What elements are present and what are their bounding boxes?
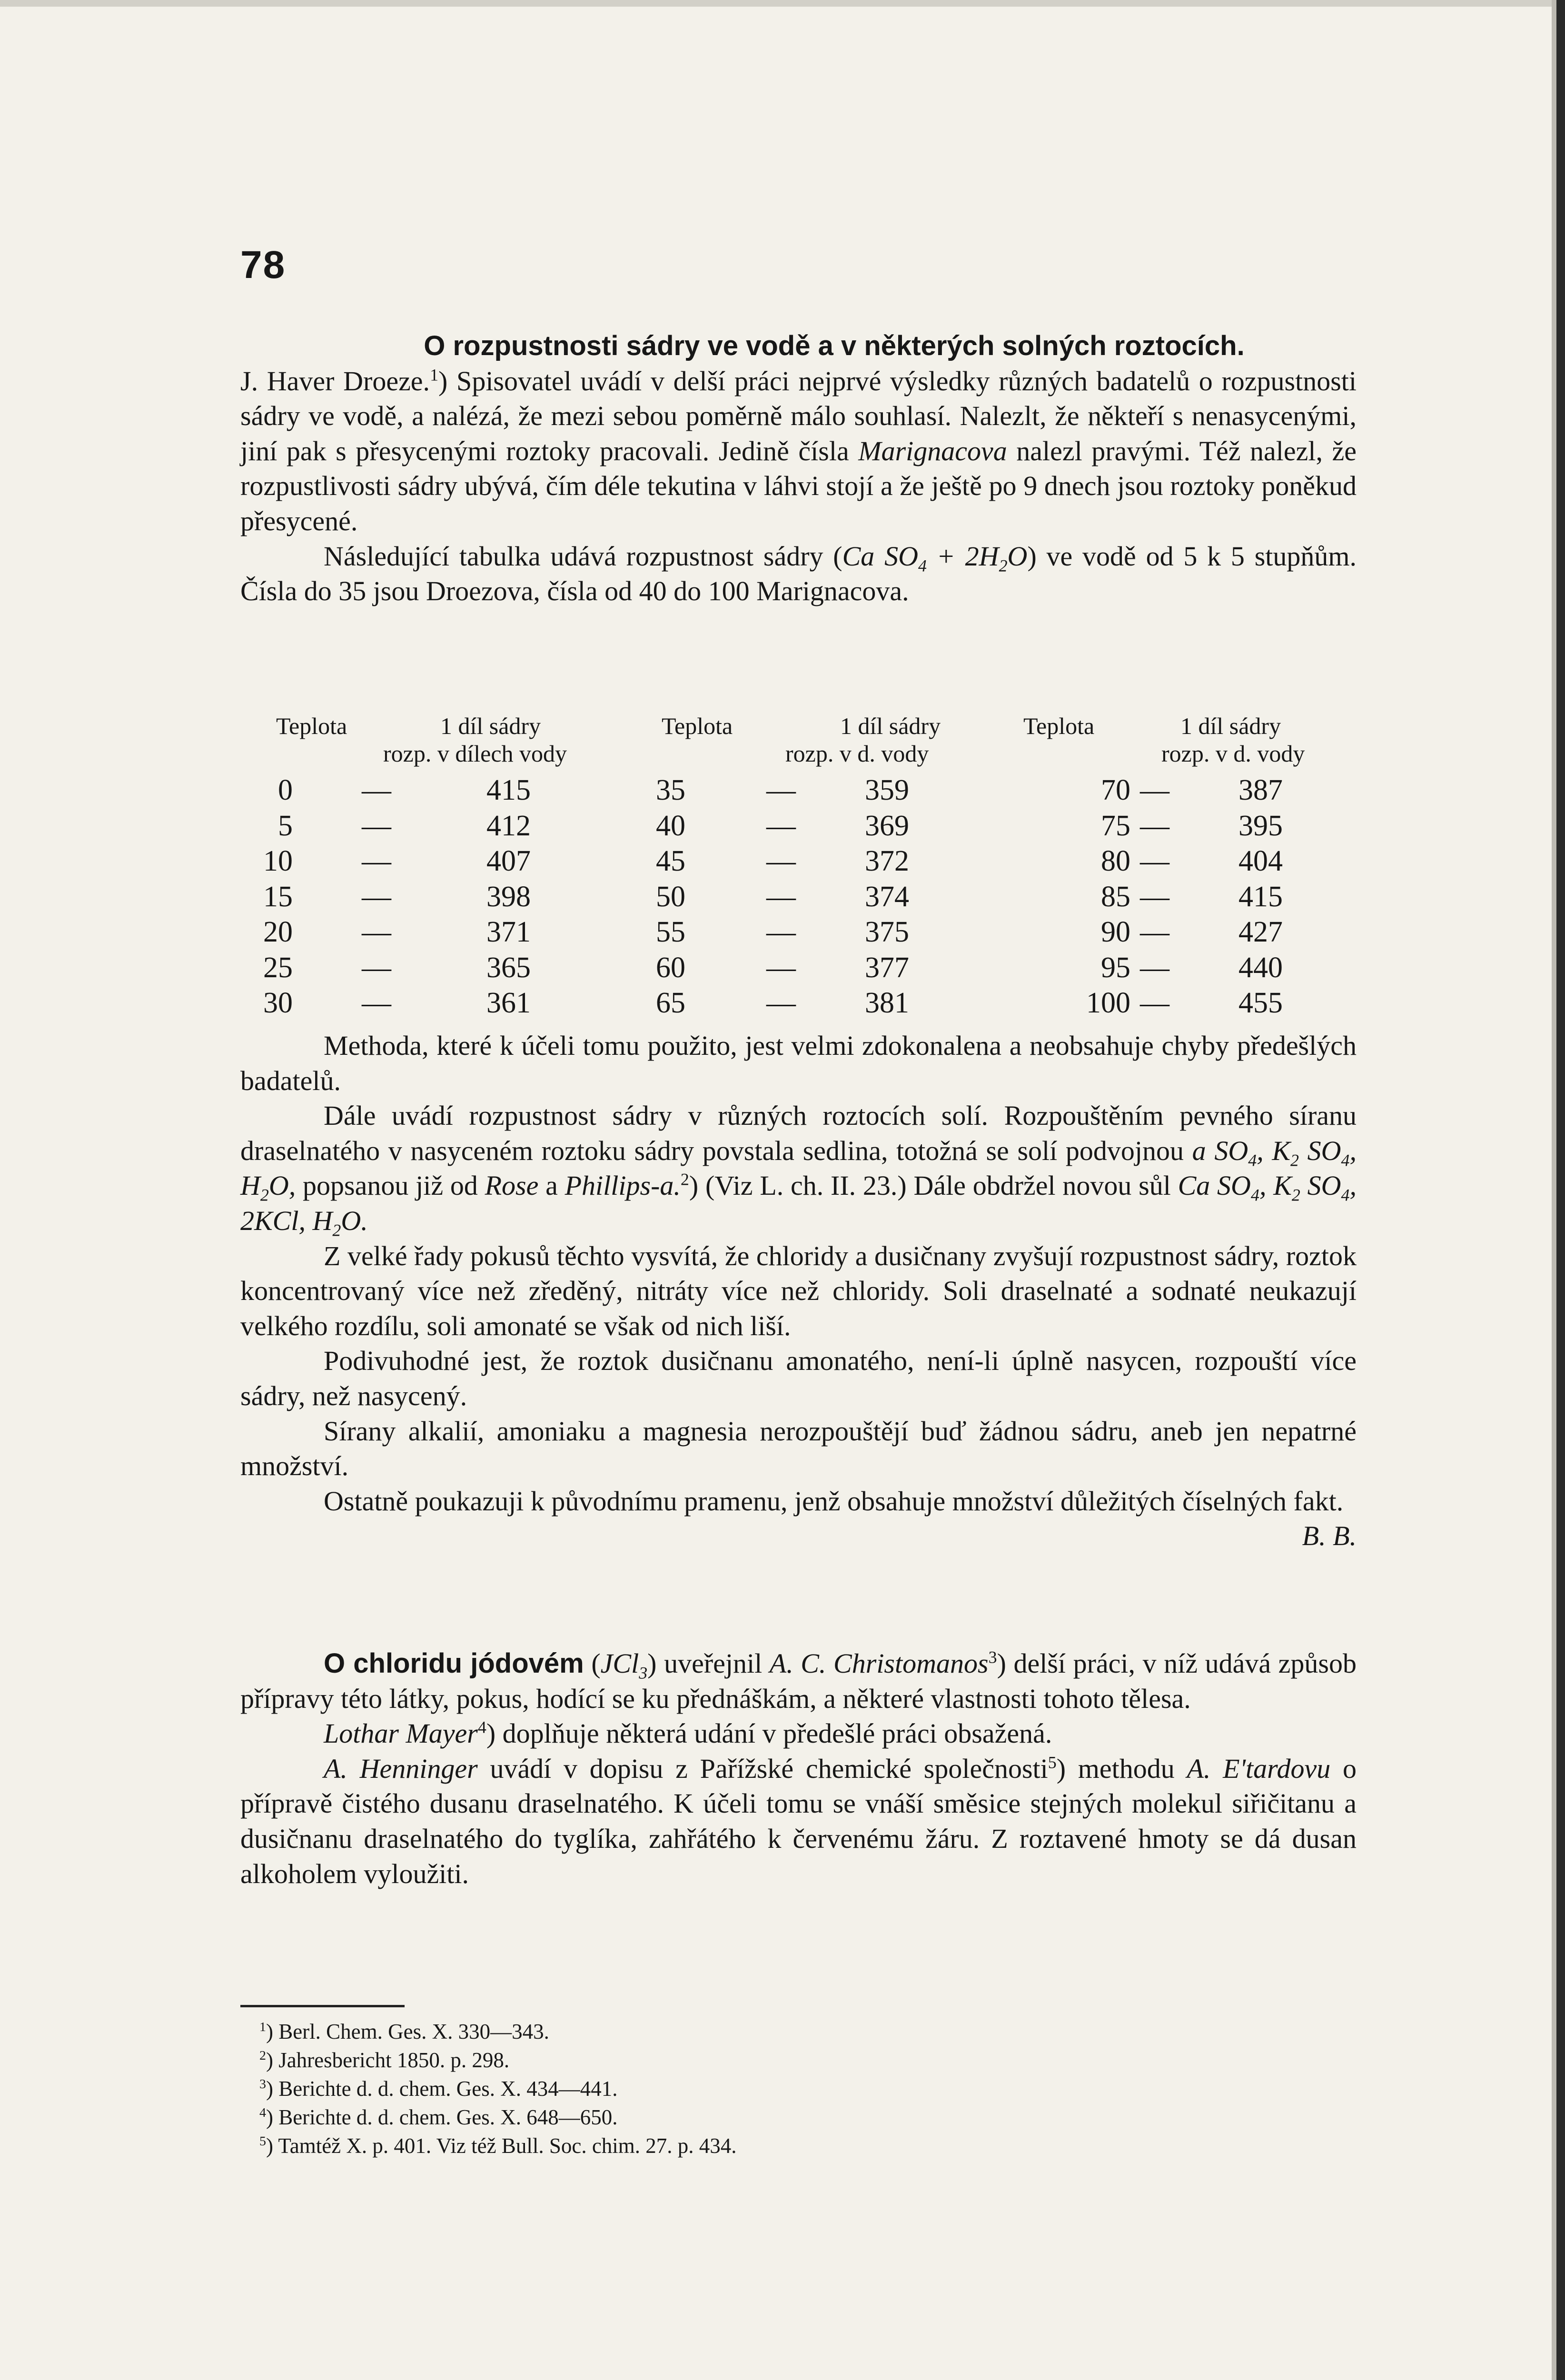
table-cell: 15 (263, 880, 293, 913)
table-cell: 404 (1238, 845, 1283, 877)
footnote-mark: 2 (259, 2048, 266, 2063)
table-dash: — (766, 951, 796, 984)
page-number: 78 (240, 243, 286, 287)
table-cell: 75 (1101, 809, 1130, 842)
formula-sub: 4 (1248, 1150, 1257, 1170)
footnote-text: ) Berichte d. d. chem. Ges. X. 434—441. (266, 2077, 618, 2101)
article2-paragraph-1: O chloridu jódovém (JCl$_3$) uveřejnil A. C. Christomanos$^3$) delší práci, v níž udává způsob přípravy této látky, pokus, hodící se ku přednáškám, a některé vlastnosti tohoto tělesa. (240, 1647, 1357, 1714)
footnote (259, 2074, 737, 2103)
article1-p4-text: Dále uvádí rozpustnost sádry v různých roztocích solí. Rozpouštěním pevného síranu draselnatého v nasyceném roztoku sádry povstala sedlina, totožná se solí podvojnou (240, 1100, 1357, 1166)
table-cell: 80 (1101, 845, 1130, 877)
henninger-name: A. Henninger (324, 1753, 478, 1784)
table-cell: 407 (486, 845, 531, 877)
table-dash: — (766, 880, 796, 913)
formula-part: SO (1299, 1135, 1341, 1166)
table-dash: — (766, 916, 796, 948)
table-cell: 381 (865, 987, 909, 1019)
table-cell: 415 (486, 774, 531, 806)
table-cell: 375 (865, 916, 909, 948)
article1-author: J. Haver Droeze. (240, 365, 430, 397)
formula-part: Ca SO (1178, 1170, 1251, 1201)
article1-p1-text: Spisovatel uvádí v delší práci nejprvé výsledky různých badatelů o rozpustnosti sádry ve vodě, a nalézá, že mezi sebou poměrně málo souhlasí. Nalezlt, že někteří s nenasycenými, jiní pak s přesycenými roztoky pracovali. Jedině čísla (240, 365, 1357, 466)
formula-sub: 4 (1341, 1150, 1350, 1170)
formula-sub: 4 (918, 556, 927, 575)
footnote-text: ) Tamtéž X. p. 401. Viz též Bull. Soc. chim. 27. p. 434. (266, 2134, 737, 2158)
christomanos-name: A. C. Christomanos (769, 1648, 989, 1679)
article2-p3-text: uvádí v dopisu z Pařížské chemické společnosti (477, 1753, 1048, 1784)
table-dash: — (1140, 880, 1169, 913)
table-cell: 70 (1101, 774, 1130, 806)
table-dash: — (362, 987, 391, 1019)
table-cell: 387 (1238, 774, 1283, 806)
footnote-ref-3: 3 (988, 1647, 997, 1667)
marignac-name: Marignacova (858, 435, 1007, 466)
article1-paragraph-6: Podivuhodné jest, že roztok dusičnanu amonatého, není-li úplně nasycen, rozpouští více sádry, než nasycený. (240, 1345, 1357, 1411)
article1-paragraph-8 (240, 1484, 1357, 1552)
mayer-name: Lothar Mayer (324, 1718, 478, 1749)
scan-edge-right (1556, 0, 1565, 2380)
footnote-mark: 1 (259, 2020, 266, 2034)
footnote-mark: 3 (259, 2077, 266, 2092)
article2-paragraph-2: Lothar Mayer$^4$) doplňuje některá udání v předešlé práci obsažená. (324, 1717, 1052, 1749)
formula-sub: 2 (999, 556, 1008, 575)
table-cell: 55 (656, 916, 685, 948)
table-header-dil-3: 1 díl sádry (1180, 713, 1281, 739)
table-cell: 372 (865, 845, 909, 877)
table-cell: 371 (486, 916, 531, 948)
table-cell: 5 (278, 809, 293, 842)
table-dash: — (1140, 951, 1169, 984)
table-header-teplota-2: Teplota (662, 713, 733, 739)
table-cell: 40 (656, 809, 685, 842)
footnote-ref-5: 5 (1048, 1753, 1057, 1772)
formula-part: + 2H (926, 540, 999, 572)
table-cell: 440 (1238, 951, 1283, 984)
formula-part: Ca SO (842, 540, 918, 572)
table-dash: — (1140, 916, 1169, 948)
formula-part: JCl (600, 1648, 639, 1679)
table-dash: — (362, 809, 391, 842)
table-dash: — (362, 916, 391, 948)
formula-sub: 4 (1341, 1185, 1350, 1205)
formula-jcl3 (600, 1648, 648, 1683)
article1-p4-text2: popsanou již od (296, 1170, 485, 1201)
table-header-dil-1: 1 díl sádry (440, 713, 541, 739)
article1-p4-text4: (Viz L. ch. II. 23.) Dále obdržel novou sůl (698, 1170, 1178, 1201)
table-cell: 45 (656, 845, 685, 877)
formula-gypsum (842, 540, 1028, 575)
table-dash: — (766, 987, 796, 1019)
article1-paragraph-2 (240, 539, 1357, 609)
article2-title: O chloridu jódovém (324, 1648, 584, 1679)
article1-p2-text2: ) ve vodě od 5 k 5 stupňům. Čísla do 35 jsou Droezova, čísla od 40 do 100 Marignacova. (240, 540, 1357, 607)
footnote-text: ) Berl. Chem. Ges. X. 330—343. (266, 2020, 549, 2043)
table-header-teplota-3: Teplota (1023, 713, 1095, 739)
formula-sub: 2 (260, 1185, 269, 1205)
article1-p1-text2: nalezl pravými. Též nalezl, že rozpustlivosti sádry ubývá, čím déle tekutina v láhvi stojí a že ještě po 9 dnech jsou roztoky poněkud přesycené. (240, 435, 1357, 536)
footnote (259, 2017, 737, 2046)
article-signature: B. B. (1302, 1520, 1357, 1552)
table-cell: 85 (1101, 880, 1130, 913)
article2-paragraph-3: A. Henninger uvádí v dopisu z Pařížské chemické společnosti$^5$) methodu A. E'tardovu o přípravě čistého dusanu draselnatého. K účeli tomu se vnáší směsice stejných molekul siřičitanu a dusičnanu draselnatého do tyglíka, zahřátého k červenému žáru. Z roztavené hmoty se dá dusan alkoholem vyloužiti. (240, 1753, 1357, 1889)
table-cell: 20 (263, 916, 293, 948)
formula-part: SO (1300, 1170, 1341, 1201)
article2-text1: uveřejnil (656, 1648, 770, 1679)
formula-sub: 2 (1291, 1185, 1300, 1205)
article1-intro (240, 328, 1357, 609)
table-cell: 30 (263, 987, 293, 1019)
table-cell: 100 (1086, 987, 1130, 1019)
table-cell: 50 (656, 880, 685, 913)
table-cell: 374 (865, 880, 909, 913)
table-header-dil-2: 1 díl sádry (840, 713, 941, 739)
article1-p8-text: Ostatně poukazuji k původnímu pramenu, jenž obsahuje množství důležitých číselných fakt. (324, 1485, 1344, 1517)
formula-part: , H (240, 1135, 1357, 1201)
footnote (259, 2046, 737, 2074)
table-dash: — (1140, 809, 1169, 842)
table-dash: — (362, 880, 391, 913)
table-dash: — (362, 845, 391, 877)
article1-paragraph-3: Methoda, které k účeli tomu použito, jest velmi zdokonalena a neobsahuje chyby předešlých badatelů. (240, 1030, 1357, 1096)
table-cell: 60 (656, 951, 685, 984)
table-cell: 95 (1101, 951, 1130, 984)
article1-p2-text: Následující tabulka udává rozpustnost sádry ( (324, 540, 842, 572)
formula-part: , 2KCl, H (240, 1170, 1357, 1236)
footnote-ref-2: 2 (680, 1170, 689, 1190)
table-cell: 0 (278, 774, 293, 806)
table-subheader-1: rozp. v dílech vody (383, 740, 567, 767)
article2-p2-text: doplňuje některá udání v předešlé práci obsažená. (495, 1718, 1052, 1749)
article2-p3-text3: o přípravě čistého dusanu draselnatého. K účeli tomu se vnáší směsice stejných molekul siřičitanu a dusičnanu draselnatého do tyglíka, zahřátého k červenému žáru. Z roztavené hmoty se dá dusan alkoholem vyloužiti. (240, 1753, 1357, 1889)
scan-edge-right-shadow (1552, 0, 1556, 2380)
article1-p4-text3: a (538, 1170, 565, 1201)
table-cell: 25 (263, 951, 293, 984)
footnote-mark: 5 (259, 2134, 266, 2149)
article1-paragraph-5: Z velké řady pokusů těchto vysvítá, že chloridy a dusičnany zvyšují rozpustnost sádry, roztok koncentrovaný více než zředěný, nitráty více než chloridy. Soli draselnaté a sodnaté neukazují velkého rozdílu, soli amonaté se však od nich liší. (240, 1240, 1357, 1341)
table-subheader-2: rozp. v d. vody (785, 740, 929, 767)
formula-part: O, (268, 1170, 296, 1201)
formula-sub: 2 (332, 1220, 341, 1240)
footnote-text: ) Jahresbericht 1850. p. 298. (266, 2048, 510, 2072)
footnote (259, 2103, 737, 2132)
formula-part: , K (1259, 1170, 1292, 1201)
table-header-teplota-1: Teplota (276, 713, 347, 739)
footnotes (259, 2017, 737, 2160)
footnote-ref-1: 1 (430, 365, 439, 385)
table-cell: 377 (865, 951, 909, 984)
article1-paragraph-4: Dále uvádí rozpustnost sádry v různých roztocích solí. Rozpouštěním pevného síranu draselnatého v nasyceném roztoku sádry povstala sedlina, totožná se solí podvojnou a $SO_4$, $K_2$ $SO_4$, $H_2O$, popsanou již od Rose a Phillips-a.$^2$) (Viz L. ch. II. 23.) Dále obdržel novou sůl Ca $SO_4$, $K_2$ $SO_4$, 2KCl, $H_2O$. (240, 1100, 1357, 1240)
footnote-mark: 4 (259, 2105, 266, 2120)
table-dash: — (1140, 774, 1169, 806)
formula-sub: 3 (639, 1663, 648, 1683)
article2-text2: delší práci, v níž udává způsob přípravy této látky, pokus, hodící se ku přednáškám, a některé vlastnosti tohoto tělesa. (240, 1648, 1357, 1714)
formula-part: O. (341, 1205, 368, 1236)
table-cell: 395 (1238, 809, 1283, 842)
table-dash: — (766, 809, 796, 842)
rose-name: Rose (485, 1170, 539, 1201)
article2 (240, 1646, 1357, 1891)
table-cell: 361 (486, 987, 531, 1019)
table-dash: — (766, 774, 796, 806)
formula-part: a SO (1192, 1135, 1248, 1166)
table-cell: 369 (865, 809, 909, 842)
formula-part: , K (1257, 1135, 1291, 1166)
etard-name: A. E'tardovu (1187, 1753, 1331, 1784)
table-cell: 10 (263, 845, 293, 877)
footnote (259, 2132, 737, 2160)
table-dash: — (1140, 845, 1169, 877)
table-cell: 455 (1238, 987, 1283, 1019)
article2-p3-text2: methodu (1066, 1753, 1187, 1784)
table-dash: — (362, 774, 391, 806)
scan-edge-top (0, 0, 1565, 7)
table-cell: 35 (656, 774, 685, 806)
formula-part: O (1007, 540, 1028, 572)
table-cell: 427 (1238, 916, 1283, 948)
phillips-name: Phillips-a. (565, 1170, 681, 1201)
table-cell: 90 (1101, 916, 1130, 948)
footnote-ref-4: 4 (477, 1717, 486, 1737)
footnote-text: ) Berichte d. d. chem. Ges. X. 648—650. (266, 2105, 618, 2129)
table-dash: — (1140, 987, 1169, 1019)
article1-paragraph-7: Sírany alkalií, amoniaku a magnesia nerozpouštějí buď žádnou sádru, aneb jen nepatrné množství. (240, 1415, 1357, 1482)
article1-title: O rozpustnosti sádry ve vodě a v některých solných roztocích. (424, 330, 1245, 361)
table-cell: 412 (486, 809, 531, 842)
article1-body (240, 1028, 1357, 1554)
table-dash: — (362, 951, 391, 984)
table-cell: 415 (1238, 880, 1283, 913)
footnote-divider (240, 2005, 405, 2007)
formula-sub: 2 (1290, 1150, 1299, 1170)
table-cell: 65 (656, 987, 685, 1019)
table-cell: 359 (865, 774, 909, 806)
formula-sub: 4 (1250, 1185, 1259, 1205)
table-dash: — (766, 845, 796, 877)
table-subheader-3: rozp. v d. vody (1161, 740, 1305, 767)
table-cell: 398 (486, 880, 531, 913)
table-cell: 365 (486, 951, 531, 984)
article1-title-line (240, 328, 1357, 364)
article1-paragraph-1: J. Haver Droeze.$^1$) Spisovatel uvádí v delší práci nejprvé výsledky různých badatelů o rozpustnosti sádry ve vodě, a nalézá, že mezi sebou poměrně málo souhlasí. Nalezlt, že někteří s nenasycenými, jiní pak s přesycenými roztoky pracovali. Jedině čísla Marignacova nalezl pravými. Též nalezl, že rozpustlivosti sádry ubývá, čím déle tekutina v láhvi stojí a že ještě po 9 dnech jsou roztoky poněkud přesycené. (240, 365, 1357, 536)
